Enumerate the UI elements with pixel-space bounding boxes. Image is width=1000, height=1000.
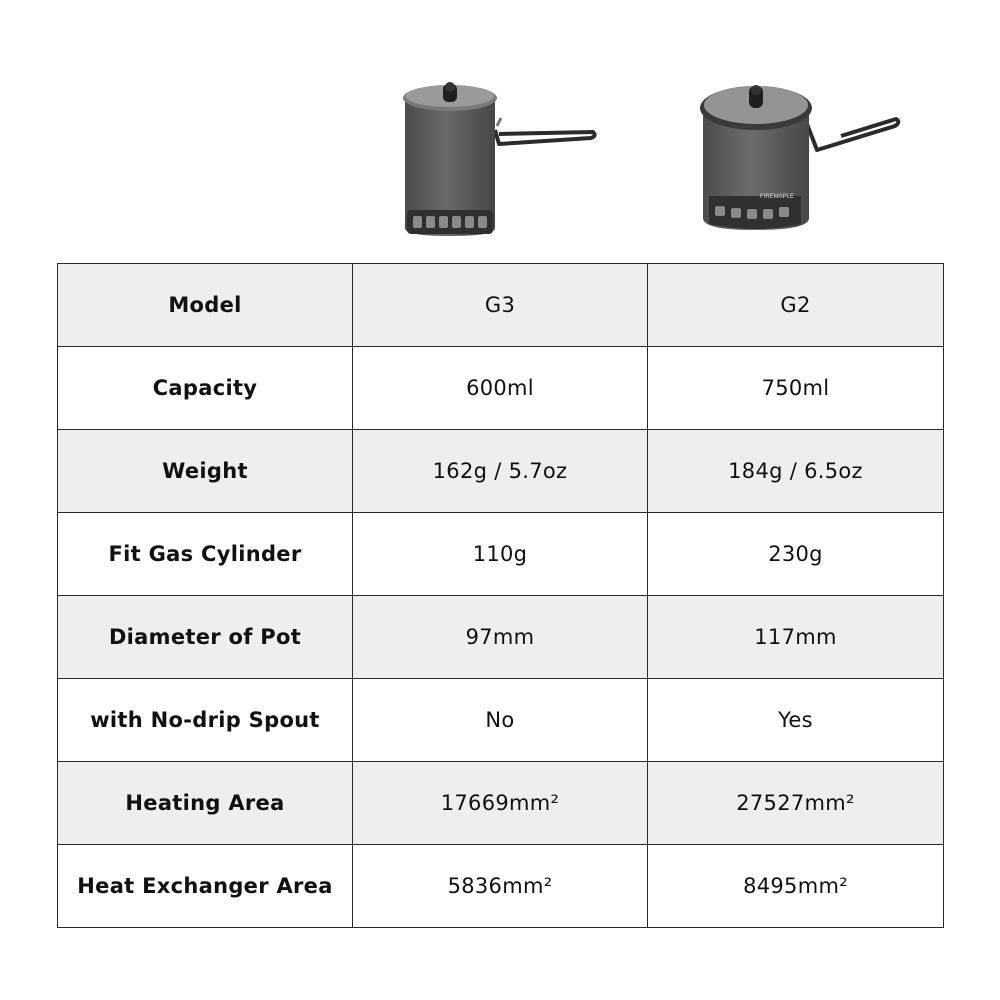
table-row-no-drip-spout (58, 679, 944, 762)
table-row-capacity (58, 347, 944, 430)
g2-pot-icon (695, 78, 910, 243)
row-label: Diameter of Pot (58, 596, 353, 679)
g2-value: 184g / 6.5oz (648, 430, 944, 513)
g2-value: Yes (648, 679, 944, 762)
g3-value: No (353, 679, 648, 762)
g3-value: G3 (353, 264, 648, 347)
g2-value: 27527mm² (648, 762, 944, 845)
g2-value: 230g (648, 513, 944, 596)
row-label: with No-drip Spout (58, 679, 353, 762)
g3-pot-icon (395, 78, 605, 243)
row-label: Fit Gas Cylinder (58, 513, 353, 596)
brand-mark: FIREMAPLE (759, 194, 795, 200)
g3-value: 600ml (353, 347, 648, 430)
table-row-heating-area (58, 762, 944, 845)
g2-value: 117mm (648, 596, 944, 679)
g3-value: 162g / 5.7oz (353, 430, 648, 513)
g2-value: G2 (648, 264, 944, 347)
row-label: Heat Exchanger Area (58, 845, 353, 928)
table-row-diameter (58, 596, 944, 679)
g3-pot-image (395, 78, 605, 243)
g3-value: 110g (353, 513, 648, 596)
table-row-heat-exchanger-area (58, 845, 944, 928)
g3-value: 97mm (353, 596, 648, 679)
row-label: Weight (58, 430, 353, 513)
g3-value: 5836mm² (353, 845, 648, 928)
g2-pot-image (695, 78, 910, 243)
g2-value: 8495mm² (648, 845, 944, 928)
row-label: Model (58, 264, 353, 347)
row-label: Capacity (58, 347, 353, 430)
g2-value: 750ml (648, 347, 944, 430)
row-label: Heating Area (58, 762, 353, 845)
g3-value: 17669mm² (353, 762, 648, 845)
table-row-weight (58, 430, 944, 513)
spec-comparison-table (57, 263, 944, 928)
table-row-model (58, 264, 944, 347)
table-row-fit-gas-cylinder (58, 513, 944, 596)
